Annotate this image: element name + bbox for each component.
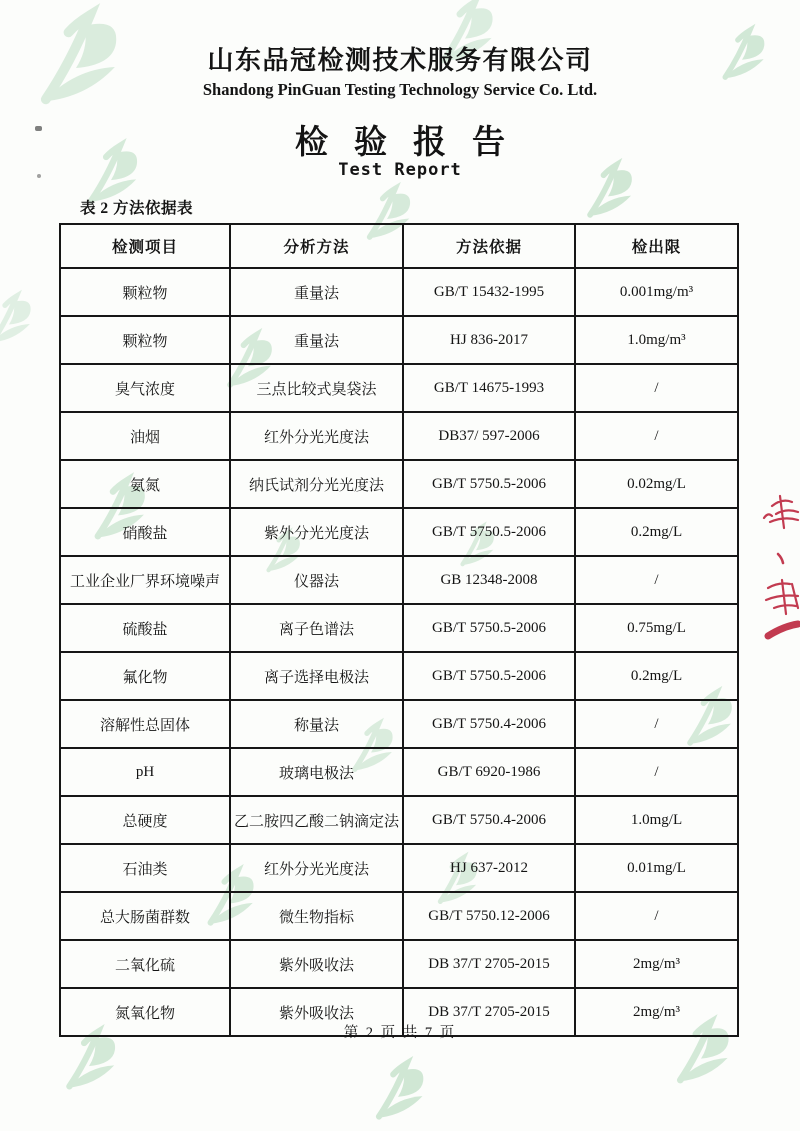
limit-cell: 0.2mg/L [575,508,738,556]
basis-cell: GB/T 5750.5-2006 [403,604,575,652]
page-number: 第 2 页 共 7 页 [343,1025,457,1041]
item-cell: 硫酸盐 [60,604,230,652]
leaf-p-brand-watermark [0,288,38,346]
method-cell: 红外分光光度法 [230,412,403,460]
table-row [60,940,738,988]
table-caption: 表 2 方法依据表 [80,200,194,217]
scan-speck [35,126,42,131]
limit-cell: 0.2mg/L [575,652,738,700]
method-cell: 乙二胺四乙酸二钠滴定法 [230,796,403,844]
method-cell: 称量法 [230,700,403,748]
limit-cell: / [575,892,738,940]
table-row [60,268,738,316]
basis-cell: GB/T 5750.12-2006 [403,892,575,940]
method-cell: 微生物指标 [230,892,403,940]
basis-cell: GB/T 5750.5-2006 [403,652,575,700]
item-cell: 颗粒物 [60,316,230,364]
limit-cell: / [575,700,738,748]
limit-cell: 0.001mg/m³ [575,268,738,316]
scan-speck [37,174,41,178]
limit-cell: / [575,412,738,460]
method-cell: 三点比较式臭袋法 [230,364,403,412]
item-cell: 颗粒物 [60,268,230,316]
basis-cell: HJ 836-2017 [403,316,575,364]
column-header-0: 检测项目 [60,224,230,268]
item-cell: 硝酸盐 [60,508,230,556]
basis-cell: GB 12348-2008 [403,556,575,604]
limit-cell: 1.0mg/L [575,796,738,844]
item-cell: 总硬度 [60,796,230,844]
report-title-en: Test Report [338,160,462,180]
item-cell: 臭气浓度 [60,364,230,412]
item-cell: 石油类 [60,844,230,892]
table-row [60,892,738,940]
item-cell: 溶解性总固体 [60,700,230,748]
method-table-body [60,268,738,1036]
basis-cell: GB/T 5750.4-2006 [403,700,575,748]
table-header-row [60,224,738,268]
basis-cell: GB/T 5750.5-2006 [403,460,575,508]
table-row [60,364,738,412]
item-cell: 工业企业厂界环境噪声 [60,556,230,604]
limit-cell: 1.0mg/m³ [575,316,738,364]
company-name-en: Shandong PinGuan Testing Technology Service Co. Ltd. [202,80,598,99]
table-row [60,508,738,556]
table-row [60,748,738,796]
limit-cell: 0.01mg/L [575,844,738,892]
item-cell: 二氧化硫 [60,940,230,988]
basis-cell: GB/T 14675-1993 [403,364,575,412]
basis-cell: DB 37/T 2705-2015 [403,988,575,1036]
basis-cell: DB37/ 597-2006 [403,412,575,460]
table-row [60,700,738,748]
method-cell: 纳氏试剂分光光度法 [230,460,403,508]
column-header-1: 分析方法 [230,224,403,268]
basis-cell: HJ 637-2012 [403,844,575,892]
item-cell: 氟化物 [60,652,230,700]
item-cell: 氨氮 [60,460,230,508]
table-row [60,652,738,700]
basis-cell: GB/T 5750.5-2006 [403,508,575,556]
table-row [60,556,738,604]
method-cell: 红外分光光度法 [230,844,403,892]
table-row [60,844,738,892]
limit-cell: / [575,556,738,604]
item-cell: pH [60,748,230,796]
table-row [60,316,738,364]
method-cell: 仪器法 [230,556,403,604]
method-cell: 重量法 [230,316,403,364]
method-cell: 紫外吸收法 [230,988,403,1036]
limit-cell: / [575,364,738,412]
company-name-cn: 山东品冠检测技术服务有限公司 [207,46,593,75]
table-row [60,796,738,844]
method-cell: 重量法 [230,268,403,316]
leaf-p-brand-watermark [364,1054,432,1122]
limit-cell: 2mg/m³ [575,940,738,988]
limit-cell: / [575,748,738,796]
method-cell: 离子色谱法 [230,604,403,652]
table-row [60,460,738,508]
basis-cell: GB/T 15432-1995 [403,268,575,316]
table-row [60,412,738,460]
column-header-2: 方法依据 [403,224,575,268]
basis-cell: DB 37/T 2705-2015 [403,940,575,988]
column-header-3: 检出限 [575,224,738,268]
limit-cell: 0.75mg/L [575,604,738,652]
limit-cell: 2mg/m³ [575,988,738,1036]
method-basis-table [59,223,739,1037]
table-row [60,604,738,652]
red-ink-stamp-marks [758,488,800,663]
method-cell: 紫外分光光度法 [230,508,403,556]
item-cell: 氮氧化物 [60,988,230,1036]
basis-cell: GB/T 6920-1986 [403,748,575,796]
basis-cell: GB/T 5750.4-2006 [403,796,575,844]
limit-cell: 0.02mg/L [575,460,738,508]
method-cell: 玻璃电极法 [230,748,403,796]
item-cell: 油烟 [60,412,230,460]
method-table-container [59,223,737,1037]
item-cell: 总大肠菌群数 [60,892,230,940]
method-cell: 紫外吸收法 [230,940,403,988]
report-title-cn: 检验报告 [295,125,531,161]
method-cell: 离子选择电极法 [230,652,403,700]
